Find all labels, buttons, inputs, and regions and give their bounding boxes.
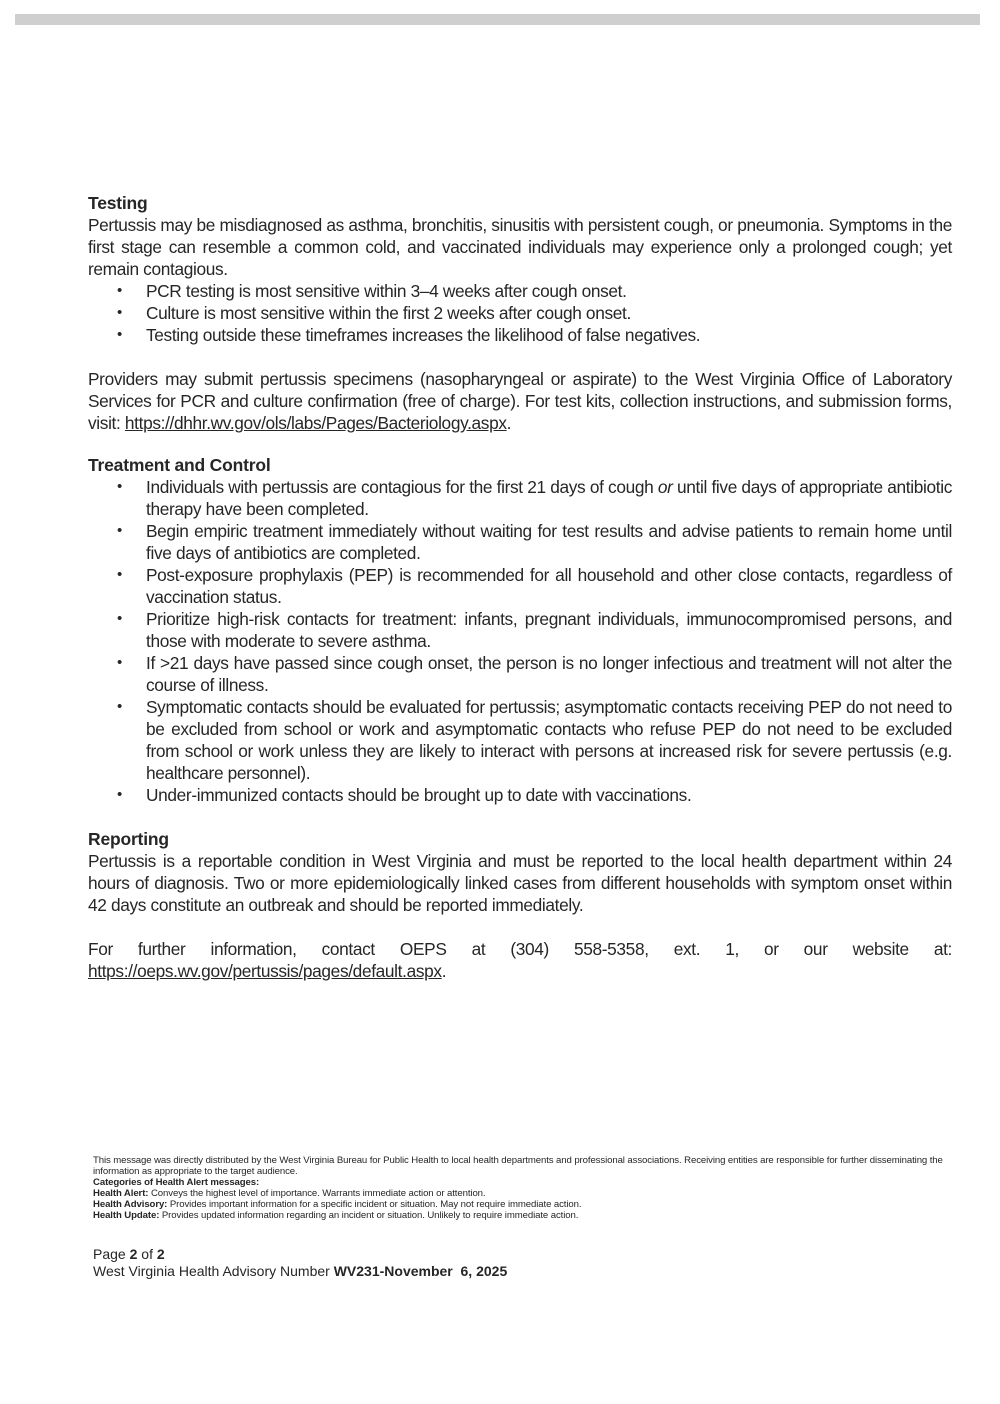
category-health-update	[93, 1210, 955, 1221]
contact-text: For further information, contact OEPS at (304) 558-5358, ext. 1, or our website at:	[88, 939, 952, 959]
page-prefix: Page	[93, 1246, 130, 1262]
treatment-section	[88, 454, 952, 806]
providers-paragraph	[88, 368, 952, 434]
testing-heading: Testing	[88, 193, 148, 213]
advisory-number-line	[93, 1263, 507, 1280]
contact-end: .	[441, 961, 447, 981]
providers-end: .	[506, 413, 512, 433]
reporting-paragraph: Pertussis is a reportable condition in West Virginia and must be reported to the local health department within 24 hours of diagnosis. Two or more epidemiologically linked cases from different households with symptom onset within 42 days constitute an outbreak and should be reported immediately.	[88, 851, 952, 915]
oeps-pertussis-link[interactable]: https://oeps.wv.gov/pertussis/pages/default.aspx	[88, 961, 442, 981]
category-label: Health Update:	[93, 1210, 160, 1221]
scan-header-bar	[15, 14, 980, 25]
advisory-number: WV231-November 6, 2025	[333, 1263, 508, 1279]
distribution-footer	[93, 1155, 955, 1221]
category-description: Provides important information for a specific incident or situation. May not require immediate action.	[167, 1199, 582, 1210]
category-label: Health Alert:	[93, 1188, 149, 1199]
categories-heading	[93, 1177, 955, 1188]
category-health-advisory	[93, 1199, 955, 1210]
page-total: 2	[156, 1246, 165, 1262]
bullet-text: until five days of appropriate antibiotic therapy have been completed.	[146, 477, 952, 519]
category-health-alert	[93, 1188, 955, 1199]
page-number	[93, 1246, 507, 1263]
page-footer	[93, 1246, 507, 1280]
categories-heading-text: Categories of Health Alert messages:	[93, 1177, 260, 1188]
category-description: Conveys the highest level of importance. Warrants immediate action or attention.	[148, 1188, 486, 1199]
reporting-heading: Reporting	[88, 829, 169, 849]
treatment-bullet-list	[88, 476, 952, 806]
providers-text: Providers may submit pertussis specimens (nasopharyngeal or aspirate) to the West Virginia Office of Laboratory Services for PCR and culture confirmation (free of charge). For test kits, collection instructions, and submission forms, visit:	[88, 369, 952, 433]
list-item: • Under-immunized contacts should be brought up to date with vaccinations.	[146, 784, 952, 806]
list-item: • Post-exposure prophylaxis (PEP) is recommended for all household and other close contacts, regardless of vaccination status.	[146, 564, 952, 608]
distribution-note: This message was directly distributed by the West Virginia Bureau for Public Health to local health departments and professional associations. Receiving entities are responsible for further disseminating the information as appropriate to the target audience.	[93, 1155, 943, 1177]
category-description: Provides updated information regarding an incident or situation. Unlikely to require immediate action.	[159, 1210, 579, 1221]
category-label: Health Advisory:	[93, 1199, 168, 1210]
document-body	[88, 192, 952, 982]
list-item: • Prioritize high-risk contacts for treatment: infants, pregnant individuals, immunocompromised persons, and those with moderate to severe asthma.	[146, 608, 952, 652]
contact-paragraph	[88, 938, 952, 982]
testing-section	[88, 192, 952, 434]
list-item: • Symptomatic contacts should be evaluated for pertussis; asymptomatic contacts receiving PEP do not need to be excluded from school or work and asymptomatic contacts who refuse PEP do not need to be excluded from school or work unless they are likely to interact with persons at increased risk for severe pertussis (e.g. healthcare personnel).	[146, 696, 952, 784]
treatment-heading: Treatment and Control	[88, 455, 271, 475]
testing-intro: Pertussis may be misdiagnosed as asthma, bronchitis, sinusitis with persistent cough, or pneumonia. Symptoms in the first stage can resemble a common cold, and vaccinated individuals may experience only a prolonged cough; yet remain contagious.	[88, 215, 952, 279]
reporting-section	[88, 828, 952, 982]
advisory-prefix: West Virginia Health Advisory Number	[93, 1263, 334, 1279]
bullet-emphasis: or	[657, 477, 673, 497]
page-of: of	[137, 1246, 157, 1262]
list-item: • Testing outside these timeframes increases the likelihood of false negatives.	[146, 324, 952, 346]
page-current: 2	[129, 1246, 138, 1262]
list-item: • If >21 days have passed since cough onset, the person is no longer infectious and treatment will not alter the course of illness.	[146, 652, 952, 696]
bullet-text: Individuals with pertussis are contagious for the first 21 days of cough	[146, 477, 658, 497]
list-item: • PCR testing is most sensitive within 3–4 weeks after cough onset.	[146, 280, 952, 302]
list-item	[146, 476, 952, 520]
list-item: • Begin empiric treatment immediately without waiting for test results and advise patients to remain home until five days of antibiotics are completed.	[146, 520, 952, 564]
list-item: • Culture is most sensitive within the first 2 weeks after cough onset.	[146, 302, 952, 324]
bacteriology-link[interactable]: https://dhhr.wv.gov/ols/labs/Pages/Bacteriology.aspx	[124, 413, 507, 433]
testing-bullet-list	[88, 280, 952, 346]
